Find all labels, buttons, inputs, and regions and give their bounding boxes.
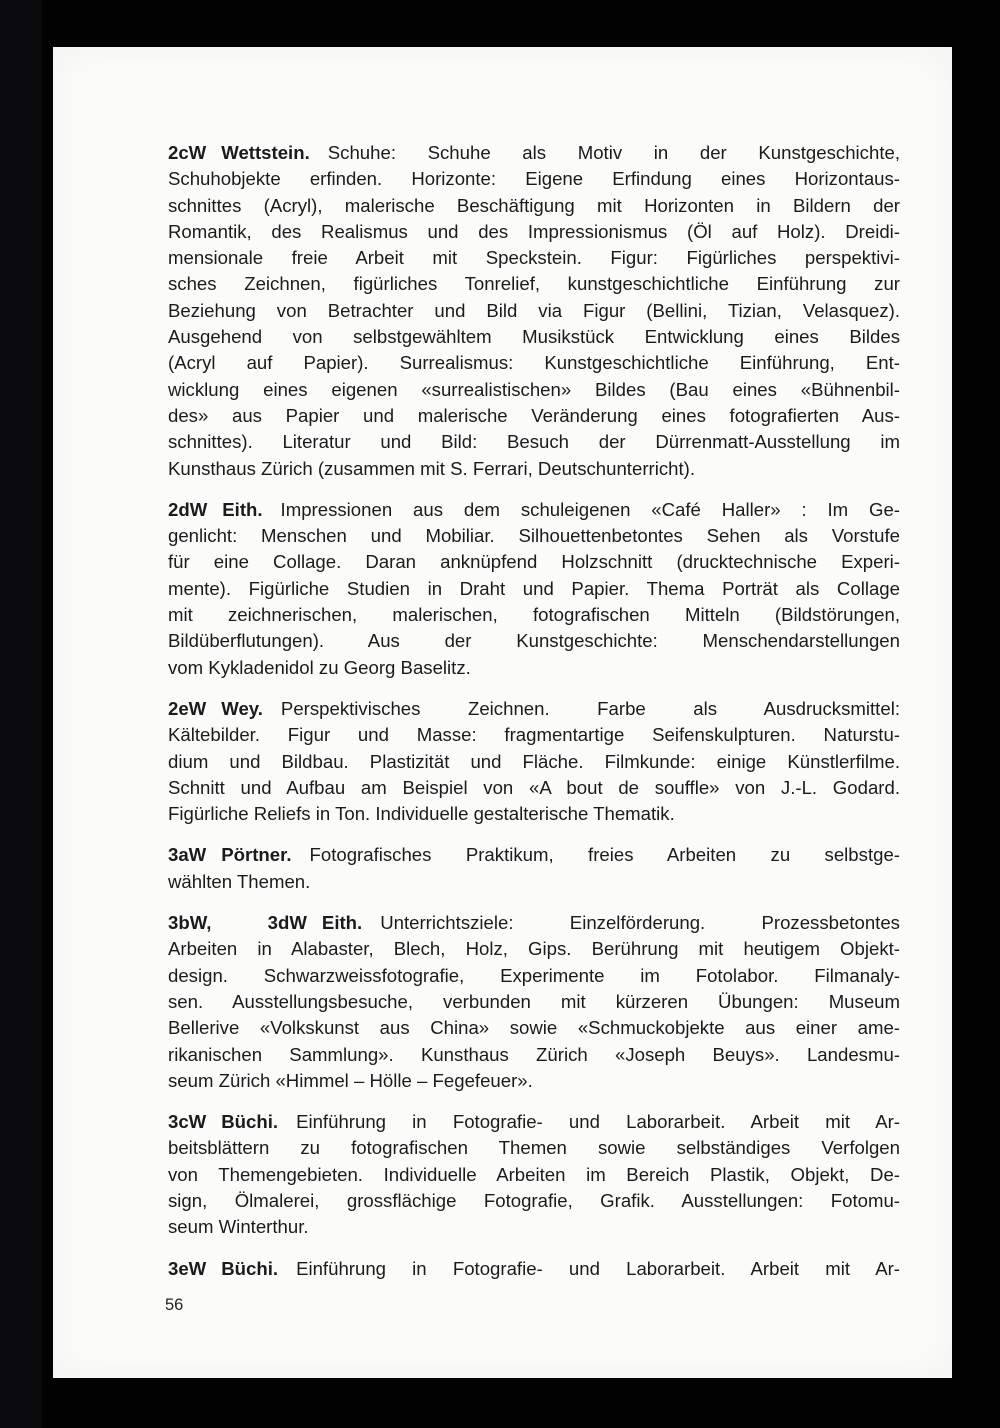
course-code: 3bW, 3dW (168, 912, 307, 934)
text-line: Schnitt und Aufbau am Beispiel von «A bout de souffle» von J.-L. Godard. (168, 776, 900, 798)
text-line: mente). Figürliche Studien in Draht und Papier. Thema Porträt als Collage (168, 577, 900, 599)
text-line: Bildüberflutungen). Aus der Kunstgeschichte: Menschendarstellungen (168, 630, 900, 652)
text-line (168, 842, 900, 868)
course-description: Einführung in Fotografie- und Laborarbeit. Arbeit mit Ar- (296, 1257, 900, 1279)
course-teacher: Büchi. (221, 1111, 279, 1133)
text-line: beitsblättern zu fotografischen Themen sowie selbständiges Verfolgen (168, 1137, 900, 1159)
text-line: sen. Ausstellungsbesuche, verbunden mit kürzeren Übungen: Museum (168, 990, 900, 1012)
text-line: dium und Bildbau. Plastizität und Fläche. Filmkunde: einige Künstlerfilme. (168, 750, 900, 772)
course-description: Schuhe: Schuhe als Motiv in der Kunstgeschichte, (327, 142, 900, 163)
course-teacher: Wettstein. (221, 142, 310, 163)
course-description: Impressionen aus dem schuleigenen «Café Haller» : Im Ge- (280, 498, 900, 520)
text-line: mit zeichnerischen, malerischen, fotografischen Mitteln (Bildstörungen, (168, 604, 900, 626)
course-paragraph (168, 696, 900, 827)
course-paragraph (168, 1256, 900, 1282)
course-paragraph (168, 910, 900, 1094)
text-line: genlicht: Menschen und Mobiliar. Silhouettenbetontes Sehen als Vorstufe (168, 525, 900, 547)
course-code: 3eW (168, 1257, 207, 1279)
course-teacher: Büchi. (221, 1257, 279, 1279)
text-line: Kunsthaus Zürich (zusammen mit S. Ferrari, Deutschunterricht). (168, 457, 695, 479)
text-line: seum Winterthur. (168, 1216, 309, 1238)
course-paragraph (168, 497, 900, 681)
course-description: Einführung in Fotografie- und Laborarbeit. Arbeit mit Ar- (296, 1111, 900, 1133)
text-line: mensionale freie Arbeit mit Speckstein. Figur: Figürliches perspektivi- (168, 247, 900, 269)
text-line: schnittes (Acryl), malerische Beschäftigung mit Horizonten in Bildern der (168, 194, 900, 216)
text-line: Figürliche Reliefs in Ton. Individuelle gestalterische Thematik. (168, 803, 675, 825)
text-line: Schuhobjekte erfinden. Horizonte: Eigene Erfindung eines Horizontaus- (168, 168, 900, 190)
text-line (168, 497, 900, 523)
text-line (168, 1256, 900, 1282)
text-line: sches Zeichnen, figürliches Tonrelief, kunstgeschichtliche Einführung zur (168, 273, 900, 295)
text-line: (Acryl auf Papier). Surrealismus: Kunstgeschichtliche Einführung, Ent- (168, 352, 900, 374)
text-line (168, 696, 900, 722)
text-line: schnittes). Literatur und Bild: Besuch der Dürrenmatt-Ausstellung im (168, 431, 900, 453)
course-code: 3cW (168, 1111, 207, 1133)
course-teacher: Eith. (222, 498, 263, 520)
text-line: seum Zürich «Himmel – Hölle – Fegefeuer». (168, 1069, 533, 1091)
text-line: Kältebilder. Figur und Masse: fragmentartige Seifenskulpturen. Naturstu- (168, 724, 900, 746)
course-paragraph (168, 842, 900, 895)
course-code: 3aW (168, 844, 207, 866)
course-description: Fotografisches Praktikum, freies Arbeiten zu selbstge- (309, 844, 900, 866)
text-line: sign, Ölmalerei, grossflächige Fotografie, Grafik. Ausstellungen: Fotomu- (168, 1189, 900, 1211)
text-line (168, 910, 900, 936)
text-line: Ausgehend von selbstgewähltem Musikstück Entwicklung eines Bildes (168, 326, 900, 348)
text-line: für eine Collage. Daran anknüpfend Holzschnitt (drucktechnische Experi- (168, 551, 900, 573)
course-code: 2dW (168, 498, 208, 520)
course-paragraph (168, 1109, 900, 1240)
text-line (168, 1109, 900, 1135)
text-line: Arbeiten in Alabaster, Blech, Holz, Gips. Berührung mit heutigem Objekt- (168, 938, 900, 960)
text-line: des» aus Papier und malerische Veränderung eines fotografierten Aus- (168, 404, 900, 426)
text-line: design. Schwarzweissfotografie, Experimente im Fotolabor. Filmanaly- (168, 964, 900, 986)
text-line: rikanischen Sammlung». Kunsthaus Zürich «Joseph Beuys». Landesmu- (168, 1043, 900, 1065)
text-line: Bellerive «Volkskunst aus China» sowie «Schmuckobjekte aus einer ame- (168, 1017, 900, 1039)
text-line: wicklung eines eigenen «surrealistischen» Bildes (Bau eines «Bühnenbil- (168, 378, 900, 400)
course-teacher: Wey. (221, 697, 263, 719)
page-sheet (53, 47, 952, 1378)
course-teacher: Eith. (321, 912, 363, 934)
text-line: Beziehung von Betrachter und Bild via Figur (Bellini, Tizian, Velasquez). (168, 299, 900, 321)
course-list (168, 140, 900, 1297)
course-code: 2cW (168, 142, 207, 163)
text-line: Romantik, des Realismus und des Impressionismus (Öl auf Holz). Dreidi- (168, 220, 900, 242)
course-description: Perspektivisches Zeichnen. Farbe als Ausdrucksmittel: (280, 697, 900, 719)
course-code: 2eW (168, 697, 207, 719)
page-number: 56 (165, 1296, 184, 1314)
course-description: Unterrichtsziele: Einzelförderung. Prozessbetontes (380, 912, 900, 934)
text-line: von Themengebieten. Individuelle Arbeiten im Bereich Plastik, Objekt, De- (168, 1163, 900, 1185)
text-line: wählten Themen. (168, 870, 311, 892)
course-paragraph (168, 140, 900, 482)
course-teacher: Pörtner. (221, 844, 292, 866)
text-line (168, 140, 900, 166)
text-line: vom Kykladenidol zu Georg Baselitz. (168, 656, 471, 678)
